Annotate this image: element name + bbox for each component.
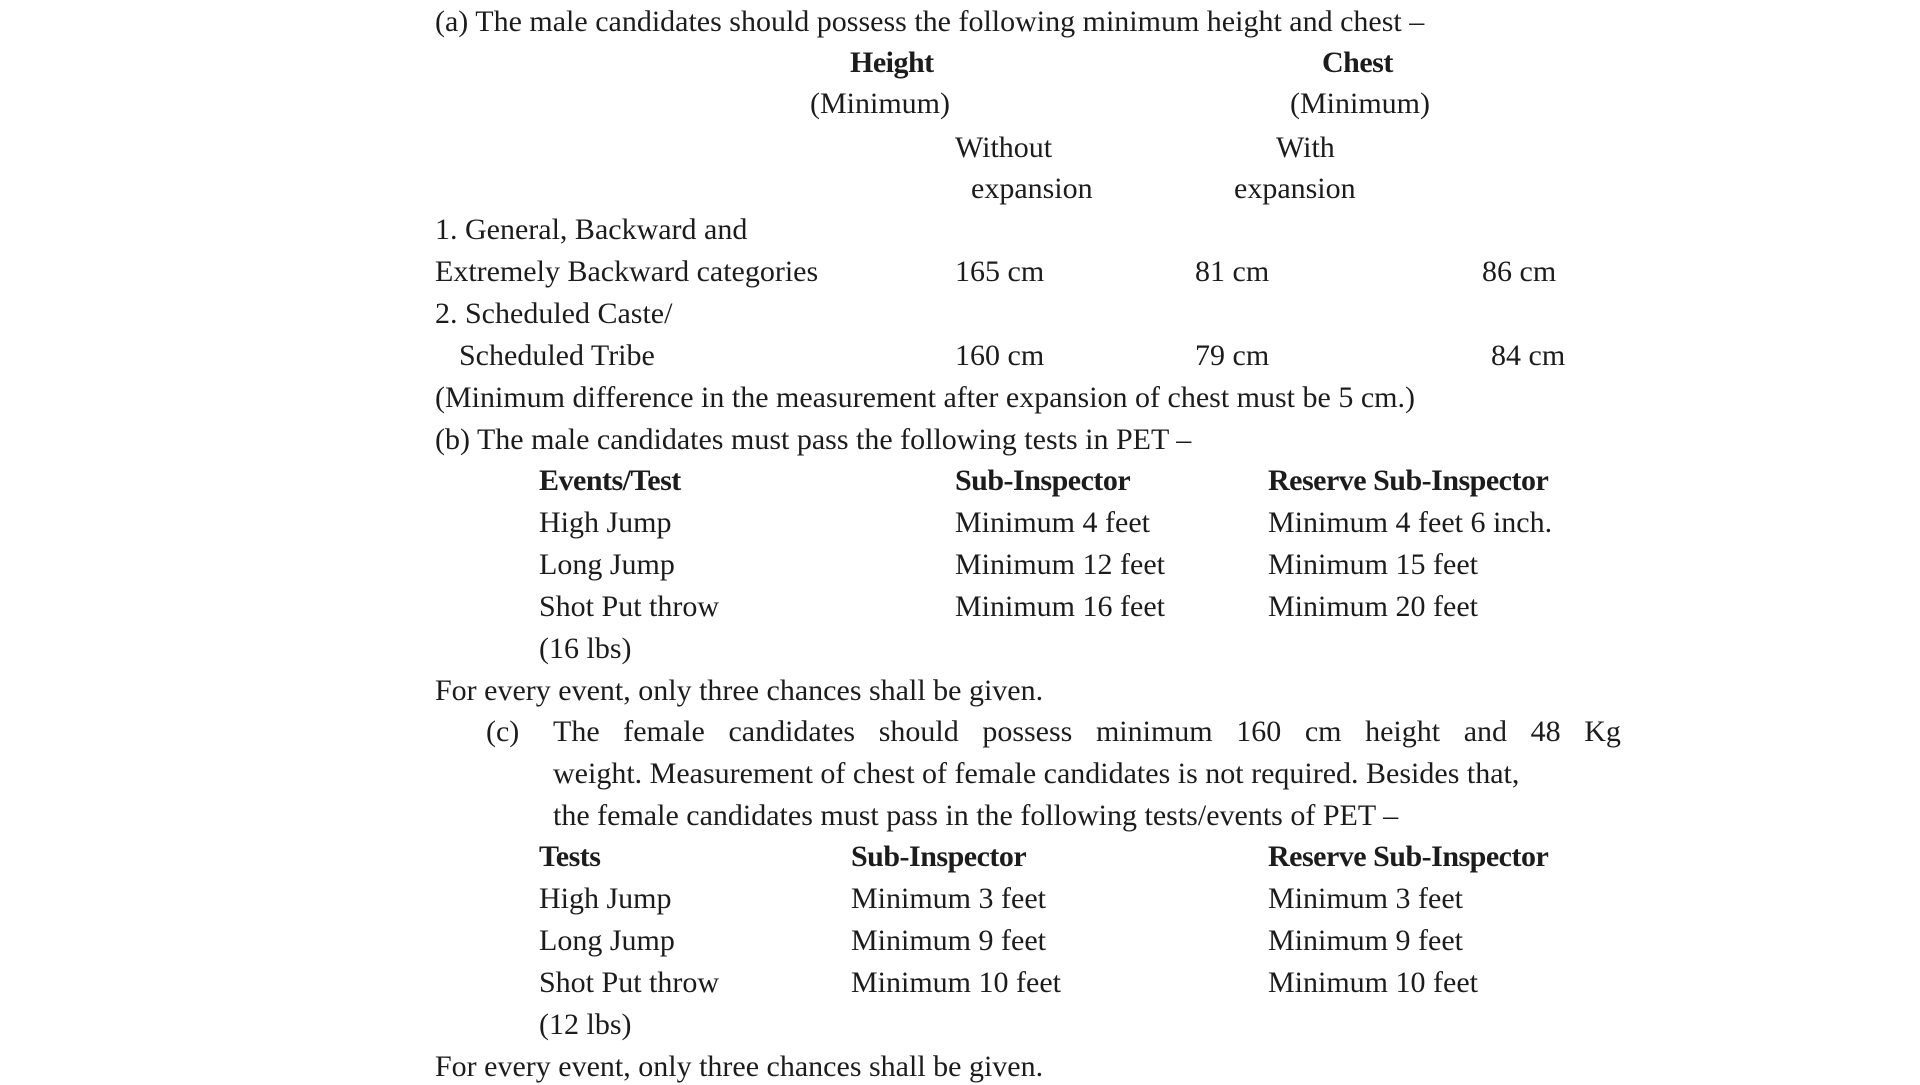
part-c-word: minimum [1095, 715, 1213, 748]
category-general-label-1: 1. General, Backward and [435, 213, 748, 246]
part-a-intro: (a) The male candidates should possess the following minimum height and chest – [435, 5, 1425, 38]
part-c-word: Kg [1584, 715, 1621, 748]
category-sc-st-label-1: 2. Scheduled Caste/ [435, 297, 673, 330]
sc-st-height-value: 160 cm [955, 339, 1045, 372]
chest-header: Chest [1322, 46, 1393, 79]
without-expansion-label-2: expansion [971, 172, 1093, 205]
male-shot-put-si: Minimum 16 feet [955, 590, 1165, 623]
part-c-word: candidates [728, 715, 856, 748]
male-event-long-jump: Long Jump [539, 548, 675, 581]
male-chances-note: For every event, only three chances shall be given. [435, 674, 1044, 707]
height-header: Height [850, 46, 934, 79]
category-sc-st-label-2: Scheduled Tribe [459, 339, 655, 372]
female-shot-put-rsi: Minimum 10 feet [1268, 966, 1478, 999]
female-high-jump-rsi: Minimum 3 feet [1268, 882, 1463, 915]
general-height-value: 165 cm [955, 255, 1045, 288]
part-c-word: and [1463, 715, 1508, 748]
male-col-header-si: Sub-Inspector [955, 464, 1131, 497]
part-c-word: The [553, 715, 600, 748]
male-event-shot-put: Shot Put throw [539, 590, 720, 623]
without-expansion-label-1: Without [955, 131, 1053, 164]
part-c-word: height [1365, 715, 1441, 748]
part-c-word: 160 [1236, 715, 1282, 748]
part-c-line-3: the female candidates must pass in the following tests/events of PET – [553, 799, 1399, 832]
male-high-jump-si: Minimum 4 feet [955, 506, 1150, 539]
male-event-high-jump: High Jump [539, 506, 672, 539]
female-event-shot-put: Shot Put throw [539, 966, 720, 999]
part-c-word: possess [982, 715, 1073, 748]
female-shot-put-si: Minimum 10 feet [851, 966, 1061, 999]
female-high-jump-si: Minimum 3 feet [851, 882, 1046, 915]
male-long-jump-rsi: Minimum 15 feet [1268, 548, 1478, 581]
male-long-jump-si: Minimum 12 feet [955, 548, 1165, 581]
female-shot-weight: (12 lbs) [539, 1008, 632, 1041]
chest-minimum-label: (Minimum) [1290, 87, 1430, 120]
female-event-long-jump: Long Jump [539, 924, 675, 957]
female-chances-note: For every event, only three chances shall be given. [435, 1050, 1044, 1083]
female-col-header-rsi: Reserve Sub-Inspector [1268, 840, 1549, 873]
part-c-word: female [623, 715, 705, 748]
general-chest-without-value: 81 cm [1195, 255, 1270, 288]
part-c-word: should [878, 715, 959, 748]
sc-st-chest-with-value: 84 cm [1491, 339, 1566, 372]
with-expansion-label-1: With [1276, 131, 1335, 164]
female-col-header-test: Tests [539, 840, 601, 873]
part-c-line-2: weight. Measurement of chest of female candidates is not required. Besides that, [553, 757, 1520, 790]
chest-difference-note: (Minimum difference in the measurement after expansion of chest must be 5 cm.) [435, 381, 1415, 414]
male-col-header-rsi: Reserve Sub-Inspector [1268, 464, 1549, 497]
category-general-label-2: Extremely Backward categories [435, 255, 819, 288]
male-shot-weight: (16 lbs) [539, 632, 632, 665]
female-event-high-jump: High Jump [539, 882, 672, 915]
general-chest-with-value: 86 cm [1482, 255, 1557, 288]
part-c-word: cm [1304, 715, 1342, 748]
male-shot-put-rsi: Minimum 20 feet [1268, 590, 1478, 623]
part-b-intro: (b) The male candidates must pass the following tests in PET – [435, 423, 1192, 456]
part-c-line-1 [553, 714, 1621, 750]
male-col-header-event: Events/Test [539, 464, 681, 497]
height-minimum-label: (Minimum) [810, 87, 950, 120]
with-expansion-label-2: expansion [1234, 172, 1356, 205]
part-c-label: (c) [486, 715, 520, 748]
female-long-jump-si: Minimum 9 feet [851, 924, 1046, 957]
female-col-header-si: Sub-Inspector [851, 840, 1027, 873]
sc-st-chest-without-value: 79 cm [1195, 339, 1270, 372]
male-high-jump-rsi: Minimum 4 feet 6 inch. [1268, 506, 1553, 539]
part-c-word: 48 [1530, 715, 1561, 748]
female-long-jump-rsi: Minimum 9 feet [1268, 924, 1463, 957]
